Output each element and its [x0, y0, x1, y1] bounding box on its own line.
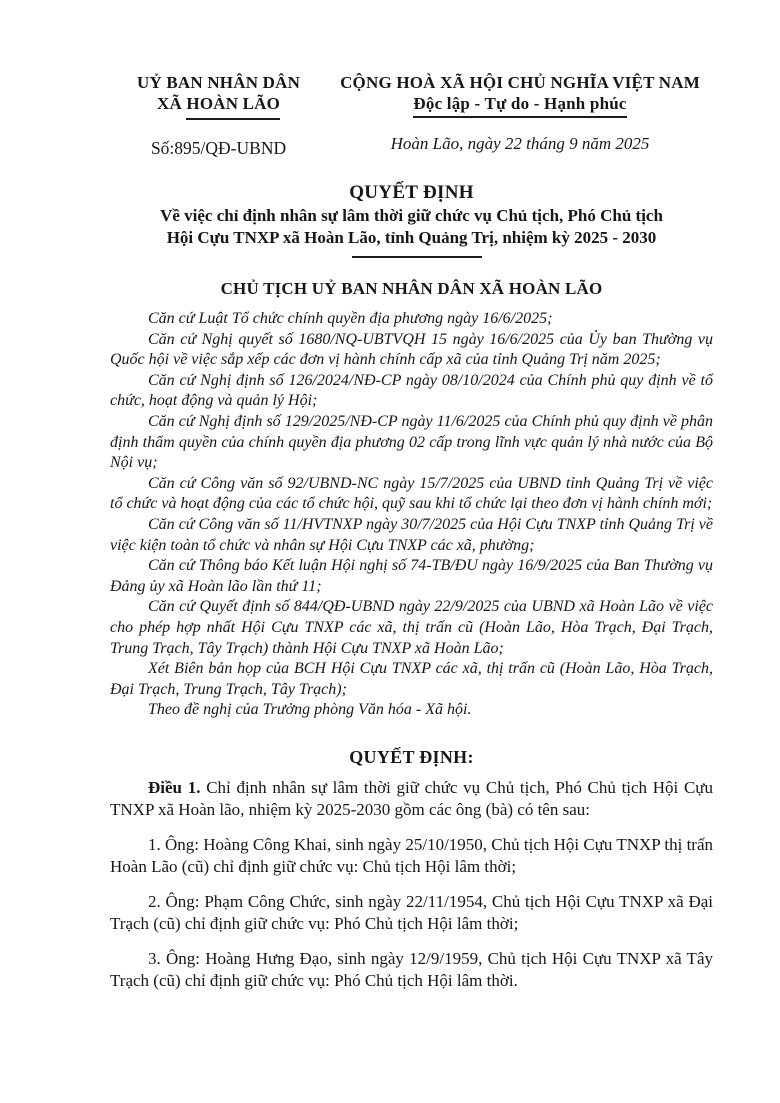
dateline: Hoàn Lão, ngày 22 tháng 9 năm 2025	[390, 134, 650, 153]
doc-number: Số:895/QĐ-UBND	[150, 138, 287, 158]
preamble-clause: Theo đề nghị của Trưởng phòng Văn hóa - Xã hội.	[148, 701, 472, 719]
preamble-clause: Căn cứ Nghị quyết số 1680/NQ-UBTVQH 15 ngày 16/6/2025 của Ủy ban Thường vụ Quốc hội về việc sắp xếp các đơn vị hành chính cấp xã của tỉnh Quảng Trị năm 2025;	[110, 330, 713, 369]
article-1-label: Điều 1.	[148, 777, 201, 797]
preamble-clause: Căn cứ Thông báo Kết luận Hội nghị số 74-TB/ĐU ngày 16/9/2025 của Ban Thường vụ Đảng ủy xã Hoàn lão lần thứ 11;	[110, 557, 713, 595]
authority-heading: CHỦ TỊCH UỶ BAN NHÂN DÂN XÃ HOÀN LÃO	[220, 279, 603, 298]
issuer-prefix: XÃ	[156, 94, 182, 113]
operative-section	[110, 777, 713, 992]
decision-heading: QUYẾT ĐỊNH:	[349, 746, 474, 767]
national-motto: Độc lập - Tự do - Hạnh phúc	[413, 93, 626, 118]
decision-subject-line1: Về việc chỉ định nhân sự lâm thời giữ chức vụ Chủ tịch, Phó Chủ tịch	[160, 206, 663, 225]
appointment-item: 3. Ông: Hoàng Hưng Đạo, sinh ngày 12/9/1959, Chủ tịch Hội Cựu TNXP xã Tây Trạch (cũ) chỉ định giữ chức vụ: Phó Chủ tịch Hội lâm thời.	[110, 948, 713, 990]
decision-title: QUYẾT ĐỊNH	[349, 182, 474, 203]
national-name: CỘNG HOÀ XÃ HỘI CHỦ NGHĨA VIỆT NAM	[340, 73, 700, 92]
decision-subject-line2: Hội Cựu TNXP xã Hoàn Lão, tỉnh Quảng Trị, nhiệm kỳ 2025 - 2030	[166, 228, 657, 247]
preamble-clause: Căn cứ Luật Tổ chức chính quyền địa phương ngày 16/6/2025;	[148, 310, 553, 327]
preamble-clause: Căn cứ Quyết định số 844/QĐ-UBND ngày 22/9/2025 của UBND xã Hoàn Lão về việc cho phép hợp nhất Hội Cựu TNXP các xã, thị trấn cũ (Hoàn Lão, Hòa Trạch, Đại Trạch, Trung Trạch, Tây Trạch) thành Hội Cựu TNXP xã Hoàn Lão;	[110, 598, 713, 657]
title-block	[110, 181, 713, 258]
appointment-item: 1. Ông: Hoàng Công Khai, sinh ngày 25/10/1950, Chủ tịch Hội Cựu TNXP thị trấn Hoàn Lão (cũ) chỉ định giữ chức vụ: Chủ tịch Hội lâm thời;	[110, 834, 714, 876]
issuer-name-line2	[110, 93, 327, 120]
title-separator-line	[352, 256, 482, 258]
appointment-item: 2. Ông: Phạm Công Chức, sinh ngày 22/11/1954, Chủ tịch Hội Cựu TNXP xã Đại Trạch (cũ) chỉ định giữ chức vụ: Phó Chủ tịch Hội lâm thời;	[110, 891, 713, 933]
preamble-clause: Căn cứ Nghị định số 126/2024/NĐ-CP ngày 08/10/2024 của Chính phủ quy định về tổ chức, hoạt động và quản lý Hội;	[110, 371, 713, 410]
preamble-clause: Căn cứ Nghị định số 129/2025/NĐ-CP ngày 11/6/2025 của Chính phủ quy định về phân định thẩm quyền của chính quyền địa phương 02 cấp trong lĩnh vực quản lý nhà nước của Bộ Nội vụ;	[110, 412, 713, 472]
preamble-clause: Căn cứ Công văn số 11/HVTNXP ngày 30/7/2025 của Hội Cựu TNXP tỉnh Quảng Trị về việc kiện toàn tổ chức và nhân sự Hội Cựu TNXP các xã, phường;	[110, 515, 713, 554]
preamble-clause: Căn cứ Công văn số 92/UBND-NC ngày 15/7/2025 của UBND tỉnh Quảng Trị về việc tổ chức và hoạt động của các tổ chức hội, quỹ sau khi tổ chức lại theo đơn vị hành chính mới;	[110, 474, 713, 513]
national-header-block	[327, 72, 713, 155]
article-1	[110, 777, 713, 821]
preamble-clause: Xét Biên bản họp của BCH Hội Cựu TNXP các xã, thị trấn cũ (Hoàn Lão, Hòa Trạch, Đại Trạch, Trung Trạch, Tây Trạch);	[110, 660, 713, 698]
article-1-text: Chỉ định nhân sự lâm thời giữ chức vụ Chủ tịch, Phó Chủ tịch Hội Cựu TNXP xã Hoàn lão, nhiệm kỳ 2025-2030 gồm các ông (bà) có tên sau:	[110, 777, 714, 819]
issuer-name-line1: UỶ BAN NHÂN DÂN	[136, 73, 301, 92]
issuer-commune-name: HOÀN LÃO	[186, 93, 280, 120]
preamble-section	[110, 309, 713, 721]
document-header	[110, 72, 713, 159]
issuer-block	[110, 72, 327, 159]
